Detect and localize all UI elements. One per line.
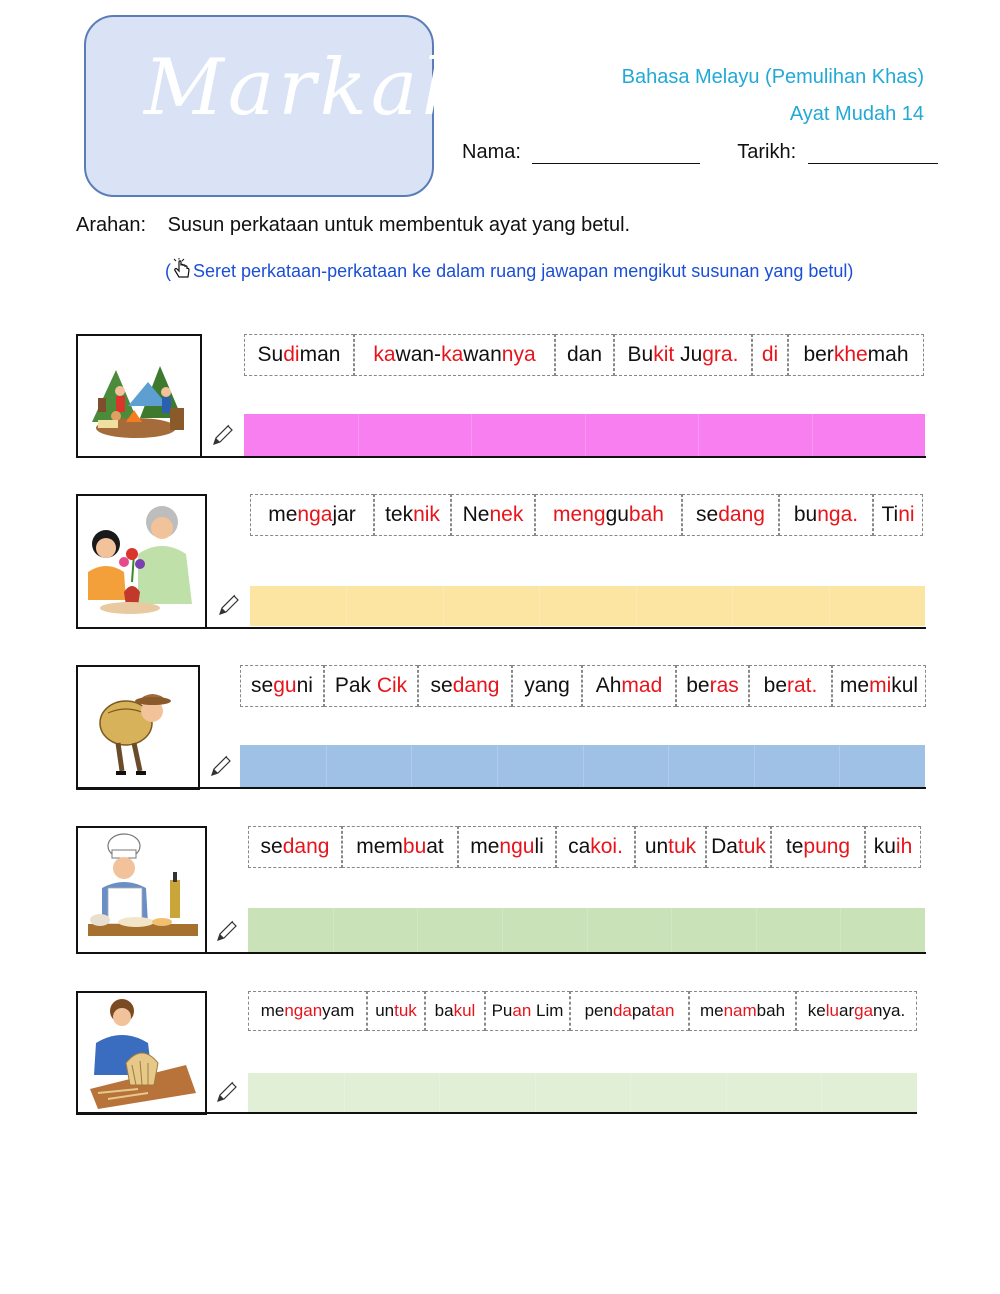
syllable: bah <box>756 1001 786 1020</box>
word-tile[interactable] <box>342 826 458 868</box>
question-4-picture <box>76 826 207 954</box>
answer-slot-divider <box>417 908 418 952</box>
syllable-highlight: ka <box>441 343 464 366</box>
syllable: bu <box>793 503 818 526</box>
syllable-highlight: bu <box>402 835 427 858</box>
word-tile[interactable] <box>374 494 451 536</box>
word-tile[interactable] <box>832 665 926 707</box>
syllable: Su <box>257 343 284 366</box>
drag-hint <box>165 258 853 282</box>
syllable: ca <box>568 835 591 858</box>
question-5-picture <box>76 991 207 1115</box>
syllable: Bu <box>627 343 654 366</box>
word-tile[interactable] <box>706 826 771 868</box>
word-tile[interactable] <box>788 334 924 376</box>
syllable: Lim <box>531 1001 564 1020</box>
word-tile[interactable] <box>635 826 706 868</box>
chef-kneading-dough-image <box>78 828 205 952</box>
word-tile[interactable] <box>555 334 614 376</box>
answer-slot-divider <box>585 414 586 456</box>
word-tile[interactable] <box>689 991 796 1031</box>
answer-slot-divider <box>812 414 813 456</box>
question-5 <box>76 991 926 1116</box>
syllable-highlight: nek <box>489 503 524 526</box>
syllable: ber <box>803 343 834 366</box>
syllable-highlight: nik <box>413 503 440 526</box>
syllable: ku <box>873 835 896 858</box>
syllable: kul <box>891 674 919 697</box>
pencil-icon <box>208 753 234 779</box>
question-5-divider <box>76 1112 917 1114</box>
answer-slot-divider <box>839 745 840 787</box>
syllable: Ti <box>881 503 899 526</box>
answer-slot-divider <box>756 908 757 952</box>
syllable-highlight: bah <box>628 503 664 526</box>
instruction-label: Arahan: <box>76 214 147 236</box>
syllable: ni <box>296 674 313 697</box>
syllable-highlight: ngan <box>284 1001 323 1020</box>
word-tile[interactable] <box>244 334 354 376</box>
man-carrying-sack-image <box>78 667 198 788</box>
word-tile[interactable] <box>324 665 418 707</box>
syllable: se <box>696 503 719 526</box>
word-tile[interactable] <box>485 991 570 1031</box>
syllable-highlight: nam <box>723 1001 757 1020</box>
name-date-row <box>462 141 938 164</box>
subject-title: Bahasa Melayu (Pemulihan Khas) <box>621 66 924 88</box>
syllable-highlight: tuk <box>394 1001 417 1020</box>
word-tile[interactable] <box>248 826 342 868</box>
syllable-highlight: nya <box>501 343 536 366</box>
syllable-highlight: di <box>283 343 300 366</box>
syllable-highlight: mi <box>869 674 892 697</box>
syllable: Pak <box>334 674 377 697</box>
syllable: me <box>699 1001 724 1020</box>
syllable-highlight: khe <box>833 343 868 366</box>
syllable-highlight: meng <box>553 503 606 526</box>
instruction-text: Susun perkataan untuk membentuk ayat yang betul. <box>167 214 631 236</box>
answer-slot-divider <box>671 908 672 952</box>
answer-slot-divider <box>821 1073 822 1113</box>
word-tile[interactable] <box>873 494 923 536</box>
syllable-highlight: gu <box>273 674 297 697</box>
name-field[interactable] <box>532 145 700 164</box>
question-3-picture <box>76 665 200 790</box>
syllable-highlight: pung <box>803 835 851 858</box>
word-tile[interactable] <box>582 665 676 707</box>
word-bank-2 <box>250 494 923 536</box>
syllable: gu <box>605 503 629 526</box>
syllable: se <box>251 674 274 697</box>
answer-area-1[interactable] <box>244 414 925 456</box>
syllable: un <box>644 835 669 858</box>
answer-slot-divider <box>539 586 540 626</box>
instruction <box>76 214 630 237</box>
word-tile[interactable] <box>250 494 374 536</box>
word-tile[interactable] <box>535 494 682 536</box>
syllable-highlight: nga <box>297 503 333 526</box>
camping-scene-image <box>78 336 200 456</box>
syllable: me <box>260 1001 285 1020</box>
drag-hand-icon <box>171 258 193 280</box>
syllable: nya. <box>873 1001 906 1020</box>
syllable: me <box>839 674 870 697</box>
syllable: pa <box>631 1001 651 1020</box>
word-tile[interactable] <box>749 665 832 707</box>
syllable-highlight: tuk <box>668 835 697 858</box>
word-tile[interactable] <box>682 494 779 536</box>
date-label: Tarikh: <box>737 141 797 163</box>
syllable: Pu <box>491 1001 513 1020</box>
word-tile[interactable] <box>458 826 556 868</box>
syllable-highlight: kul <box>453 1001 476 1020</box>
syllable-highlight: tan <box>650 1001 675 1020</box>
word-tile[interactable] <box>367 991 425 1031</box>
answer-slot-divider <box>502 908 503 952</box>
question-1-picture <box>76 334 202 458</box>
syllable-highlight: ngu <box>499 835 535 858</box>
word-tile[interactable] <box>248 991 367 1031</box>
question-2 <box>76 494 926 629</box>
answer-slot-divider <box>829 586 830 626</box>
question-3-divider <box>76 787 926 789</box>
pencil-icon <box>214 918 240 944</box>
pencil-icon <box>214 1079 240 1105</box>
syllable-highlight: da <box>612 1001 632 1020</box>
pencil-icon <box>210 422 236 448</box>
syllable: be <box>763 674 787 697</box>
syllable-highlight: dang <box>718 503 765 526</box>
answer-slot-divider <box>698 414 699 456</box>
syllable-highlight: mad <box>621 674 663 697</box>
syllable: yang <box>524 674 570 697</box>
answer-slot-divider <box>583 745 584 787</box>
answer-slot-divider <box>726 1073 727 1113</box>
grandmother-flowers-image <box>78 496 205 627</box>
answer-slot-divider <box>668 745 669 787</box>
syllable: dan <box>566 343 603 366</box>
syllable: be <box>686 674 710 697</box>
answer-slot-divider <box>535 1073 536 1113</box>
word-bank-5 <box>248 991 917 1031</box>
syllable: at <box>426 835 444 858</box>
syllable: Ju <box>674 343 703 366</box>
syllable: Da <box>711 835 738 858</box>
question-2-divider <box>76 627 926 629</box>
answer-slot-divider <box>754 745 755 787</box>
pencil-icon <box>216 592 242 618</box>
syllable: Ah <box>595 674 622 697</box>
syllable-highlight: ras <box>709 674 739 697</box>
syllable-highlight: dang <box>452 674 500 697</box>
question-4 <box>76 826 926 956</box>
hint-open-paren: ( <box>165 261 171 281</box>
answer-slot-divider <box>346 586 347 626</box>
syllable-highlight: di <box>761 343 779 366</box>
word-tile[interactable] <box>425 991 485 1031</box>
word-tile[interactable] <box>556 826 635 868</box>
answer-slot-divider <box>636 586 637 626</box>
answer-slot-divider <box>630 1073 631 1113</box>
syllable: tek <box>385 503 414 526</box>
question-3 <box>76 665 926 790</box>
answer-slot-divider <box>497 745 498 787</box>
syllable: ar <box>839 1001 855 1020</box>
syllable: te <box>785 835 804 858</box>
syllable: Ne <box>462 503 490 526</box>
answer-slot-divider <box>326 745 327 787</box>
word-tile[interactable] <box>512 665 582 707</box>
question-2-picture <box>76 494 207 629</box>
word-tile[interactable] <box>418 665 512 707</box>
syllable-highlight: ka <box>373 343 396 366</box>
answer-slot-divider <box>411 745 412 787</box>
word-tile[interactable] <box>451 494 535 536</box>
syllable-highlight: ni <box>898 503 915 526</box>
syllable: pen <box>584 1001 613 1020</box>
word-tile[interactable] <box>240 665 324 707</box>
syllable: man <box>299 343 341 366</box>
syllable: wan <box>463 343 502 366</box>
syllable: li <box>534 835 544 858</box>
syllable-highlight: ih <box>895 835 913 858</box>
markah-box <box>84 15 476 197</box>
syllable: me <box>470 835 500 858</box>
answer-slot-divider <box>358 414 359 456</box>
answer-area-2[interactable] <box>250 586 925 626</box>
word-tile[interactable] <box>752 334 788 376</box>
answer-slot-divider <box>840 908 841 952</box>
answer-slot-divider <box>732 586 733 626</box>
syllable-highlight: gra. <box>702 343 739 366</box>
word-tile[interactable] <box>614 334 752 376</box>
syllable: mah <box>867 343 909 366</box>
syllable-highlight: nga. <box>817 503 859 526</box>
syllable-highlight: kit <box>653 343 675 366</box>
syllable: ba <box>434 1001 454 1020</box>
word-tile[interactable] <box>865 826 921 868</box>
word-tile[interactable] <box>779 494 873 536</box>
name-label: Nama: <box>462 141 521 163</box>
syllable: yam <box>322 1001 355 1020</box>
syllable-highlight: dang <box>282 835 330 858</box>
word-tile[interactable] <box>570 991 689 1031</box>
answer-slot-divider <box>439 1073 440 1113</box>
answer-slot-divider <box>471 414 472 456</box>
syllable: me <box>268 503 298 526</box>
topic-title: Ayat Mudah 14 <box>789 103 924 125</box>
weaving-basket-image <box>78 993 205 1113</box>
syllable: jar <box>332 503 356 526</box>
answer-area-5[interactable] <box>248 1073 917 1113</box>
syllable-highlight: koi. <box>590 835 623 858</box>
date-field[interactable] <box>808 145 938 164</box>
word-bank-3 <box>240 665 926 707</box>
syllable: wan- <box>395 343 442 366</box>
question-4-divider <box>76 952 926 954</box>
answer-area-4[interactable] <box>248 908 925 952</box>
syllable: un <box>375 1001 395 1020</box>
word-tile[interactable] <box>796 991 917 1031</box>
syllable-highlight: Cik <box>376 674 408 697</box>
word-bank-1 <box>244 334 924 376</box>
word-tile[interactable] <box>354 334 555 376</box>
syllable: se <box>260 835 283 858</box>
hint-text: Seret perkataan-perkataan ke dalam ruang jawapan mengikut susunan yang betul) <box>193 261 854 281</box>
markah-label: Markah <box>144 43 476 133</box>
syllable: mem <box>356 835 403 858</box>
syllable-highlight: rat. <box>787 674 818 697</box>
syllable-highlight: tuk <box>737 835 766 858</box>
answer-slot-divider <box>344 1073 345 1113</box>
word-bank-4 <box>248 826 921 868</box>
question-1-divider <box>76 456 926 458</box>
question-1 <box>76 334 926 458</box>
syllable: ke <box>807 1001 826 1020</box>
word-tile[interactable] <box>771 826 865 868</box>
syllable-highlight: lu <box>825 1001 839 1020</box>
syllable-highlight: an <box>512 1001 532 1020</box>
answer-slot-divider <box>587 908 588 952</box>
word-tile[interactable] <box>676 665 749 707</box>
syllable: se <box>430 674 453 697</box>
syllable-highlight: ga <box>854 1001 874 1020</box>
answer-slot-divider <box>443 586 444 626</box>
answer-slot-divider <box>333 908 334 952</box>
answer-area-3[interactable] <box>240 745 925 787</box>
